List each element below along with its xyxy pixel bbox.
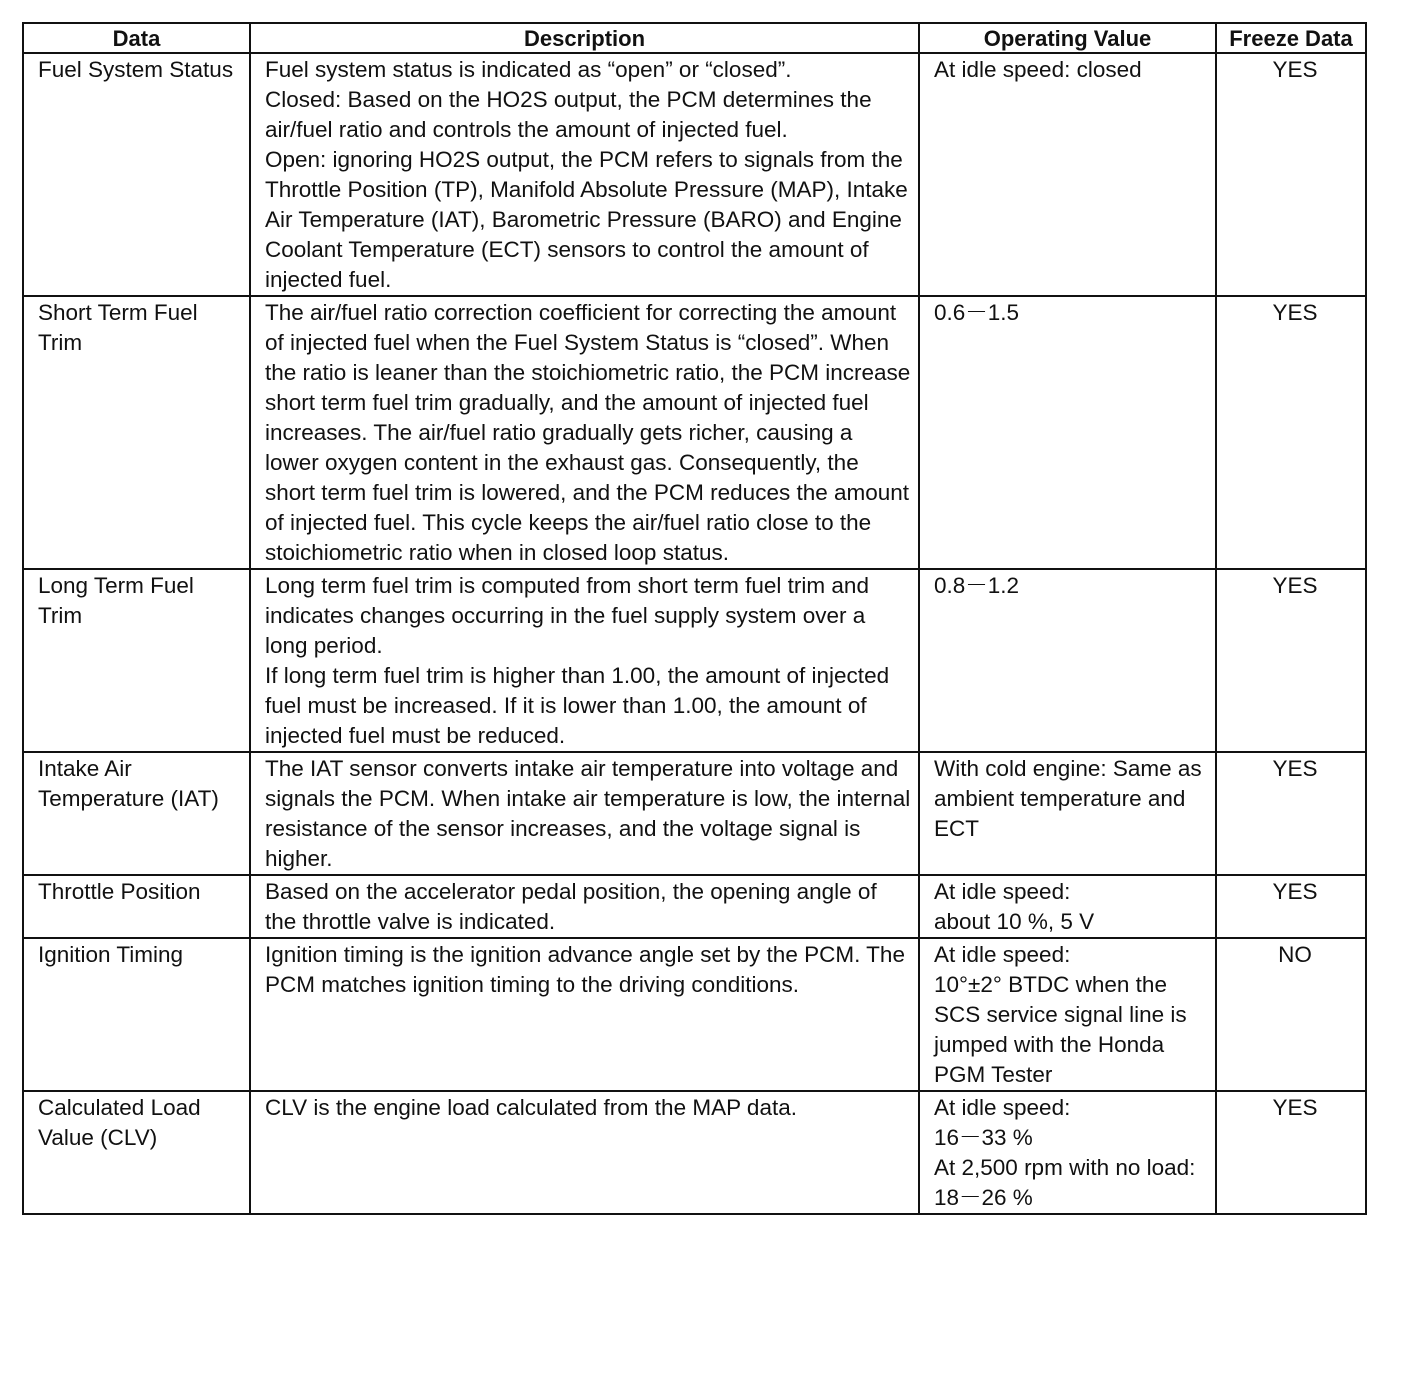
operating-value-line: 0.6－1.5 (934, 300, 1020, 325)
header-operating-value: Operating Value (919, 23, 1216, 53)
operating-value-line: 0.8－1.2 (934, 573, 1020, 598)
operating-value-line: 10°±2° BTDC when the SCS service signal line is jumped with the Honda PGM Tester (934, 972, 1187, 1087)
operating-value-cell (919, 1091, 1216, 1214)
freeze-data-cell: NO (1216, 938, 1366, 1091)
header-freeze-data: Freeze Data (1216, 23, 1366, 53)
operating-value-line: At idle speed: (934, 879, 1071, 904)
table-header (23, 23, 1366, 53)
data-cell: Ignition Timing (23, 938, 250, 1091)
header-data: Data (23, 23, 250, 53)
freeze-data-cell: YES (1216, 569, 1366, 752)
description-cell (250, 53, 919, 296)
table-row (23, 752, 1366, 875)
description-paragraph: Open: ignoring HO2S output, the PCM refers to signals from the Throttle Position (TP), Manifold Absolute Pressure (MAP), Intake Air Temperature (IAT), Barometric Pressure (BARO) and Engine Coolant Temperature (ECT) sensors to control the amount of injected fuel. (265, 147, 908, 292)
operating-value-cell (919, 569, 1216, 752)
description-paragraph: Long term fuel trim is computed from short term fuel trim and indicates changes occurring in the fuel supply system over a long period. (265, 573, 869, 658)
operating-value-line: At idle speed: closed (934, 57, 1142, 82)
description-paragraph: The air/fuel ratio correction coefficient for correcting the amount of injected fuel when the Fuel System Status is “closed”. When the ratio is leaner than the stoichiometric ratio, the PCM increase short term fuel trim gradually, and the amount of injected fuel increases. The air/fuel ratio gradually gets richer, causing a lower oxygen content in the exhaust gas. Consequently, the short term fuel trim is lowered, and the PCM reduces the amount of injected fuel. This cycle keeps the air/fuel ratio close to the stoichiometric ratio when in closed loop status. (265, 300, 911, 565)
description-paragraph: Based on the accelerator pedal position, the opening angle of the throttle valve is indicated. (265, 879, 877, 934)
operating-values-table (22, 22, 1367, 1215)
freeze-data-cell: YES (1216, 752, 1366, 875)
operating-value-cell (919, 875, 1216, 938)
data-cell: Long Term Fuel Trim (23, 569, 250, 752)
operating-value-cell (919, 296, 1216, 569)
freeze-data-cell: YES (1216, 1091, 1366, 1214)
header-row (23, 23, 1366, 53)
table-row (23, 938, 1366, 1091)
freeze-data-cell: YES (1216, 875, 1366, 938)
operating-value-cell (919, 53, 1216, 296)
operating-value-line: At idle speed: (934, 942, 1071, 967)
operating-value-line: At idle speed: (934, 1095, 1071, 1120)
operating-value-line: about 10 %, 5 V (934, 909, 1095, 934)
operating-value-line: 18－26 % (934, 1185, 1033, 1210)
data-cell: Short Term Fuel Trim (23, 296, 250, 569)
header-description: Description (250, 23, 919, 53)
description-cell (250, 296, 919, 569)
description-paragraph: Ignition timing is the ignition advance angle set by the PCM. The PCM matches ignition timing to the driving conditions. (265, 942, 905, 997)
table-row (23, 296, 1366, 569)
table-row (23, 53, 1366, 296)
data-cell: Throttle Position (23, 875, 250, 938)
table-row (23, 875, 1366, 938)
description-cell (250, 752, 919, 875)
description-cell (250, 1091, 919, 1214)
data-cell: Intake Air Temperature (IAT) (23, 752, 250, 875)
description-paragraph: CLV is the engine load calculated from the MAP data. (265, 1095, 797, 1120)
description-paragraph: If long term fuel trim is higher than 1.00, the amount of injected fuel must be increased. If it is lower than 1.00, the amount of injected fuel must be reduced. (265, 663, 890, 748)
description-paragraph: The IAT sensor converts intake air temperature into voltage and signals the PCM. When intake air temperature is low, the internal resistance of the sensor increases, and the voltage signal is higher. (265, 756, 911, 871)
operating-value-cell (919, 938, 1216, 1091)
freeze-data-cell: YES (1216, 296, 1366, 569)
description-cell (250, 875, 919, 938)
description-cell (250, 938, 919, 1091)
table-row (23, 569, 1366, 752)
freeze-data-cell: YES (1216, 53, 1366, 296)
description-cell (250, 569, 919, 752)
data-cell: Calculated Load Value (CLV) (23, 1091, 250, 1214)
operating-value-line: At 2,500 rpm with no load: (934, 1155, 1196, 1180)
description-paragraph: Fuel system status is indicated as “open” or “closed”. (265, 57, 792, 82)
operating-value-line: 16－33 % (934, 1125, 1033, 1150)
description-paragraph: Closed: Based on the HO2S output, the PCM determines the air/fuel ratio and controls the amount of injected fuel. (265, 87, 872, 142)
table-row (23, 1091, 1366, 1214)
operating-value-cell (919, 752, 1216, 875)
operating-value-line: With cold engine: Same as ambient temperature and ECT (934, 756, 1202, 841)
data-cell: Fuel System Status (23, 53, 250, 296)
